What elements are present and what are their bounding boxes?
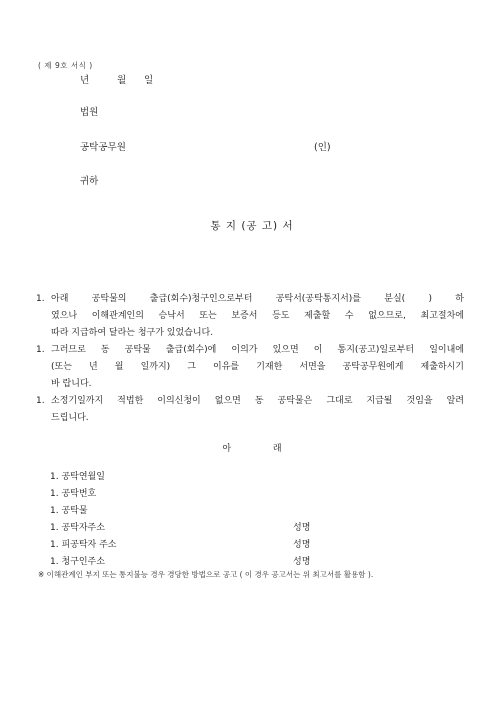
item-line: (또는 년 월 일까지) 그 이유를 기재한 서면을 공탁공무원에게 제출하시기 <box>51 362 464 372</box>
item-line: 아래 공탁물의 출급(회수)청구인으로부터 공탁서(공탁통지서)를 분실( ) 하 <box>51 294 464 304</box>
detail-number: 1. <box>50 489 59 499</box>
detail-sign: 성명 <box>293 523 311 533</box>
notice-heading <box>0 441 504 454</box>
item-line: 소정기일까지 적법한 이의신청이 없으면 동 공탁물은 그대로 지급될 것임을 알려 <box>51 396 464 406</box>
detail-row <box>50 503 330 520</box>
detail-label: 청구인주소 <box>61 557 105 567</box>
detail-row <box>50 537 330 554</box>
item-line: 따라 지급하여 달라는 청구가 있었습니다. <box>51 328 214 338</box>
detail-number: 1. <box>50 506 59 516</box>
details-list <box>50 469 330 571</box>
detail-row <box>50 520 330 537</box>
detail-row <box>50 469 330 486</box>
notice-item <box>36 342 464 393</box>
detail-number: 1. <box>50 472 59 482</box>
footnote: ※ 이해관계인 부지 또는 통지불능 경우 경당한 방법으로 공고 ( 이 경우 공고서는 위 최고서를 활용함 ). <box>38 570 374 579</box>
item-number: 1. <box>36 396 45 406</box>
detail-label: 피공탁자 주소 <box>61 540 117 550</box>
court-label: 법원 <box>80 107 99 118</box>
date-month: 월 <box>117 75 127 86</box>
detail-sign: 성명 <box>293 557 311 567</box>
item-line: 바 랍니다. <box>51 379 92 389</box>
detail-label: 공탁물 <box>61 506 88 516</box>
notice-body <box>36 291 464 427</box>
notice-item <box>36 393 464 427</box>
item-line: 였으나 이해관계인의 승낙서 또는 보증서 등도 제출할 수 없으므로, 최고절차에 <box>51 311 464 321</box>
notice-heading-a: 아 <box>222 444 232 454</box>
item-line: 그러므로 동 공탁물 출급(회수)에 이의가 있으면 이 통지(공고)일로부터 일이내에 <box>51 345 464 355</box>
notice-heading-b: 래 <box>272 444 282 454</box>
date-day: 일 <box>144 75 154 86</box>
date-year: 년 <box>80 75 90 86</box>
notice-item <box>36 291 464 342</box>
detail-label: 공탁자주소 <box>61 523 105 533</box>
item-number: 1. <box>36 345 45 355</box>
detail-number: 1. <box>50 523 59 533</box>
document-title: 통 지 (공 고) 서 <box>210 220 294 232</box>
item-line: 드립니다. <box>51 413 89 423</box>
detail-number: 1. <box>50 557 59 567</box>
officer-label: 공탁공무원 <box>80 142 126 153</box>
seal-mark: (인) <box>314 142 331 153</box>
detail-number: 1. <box>50 540 59 550</box>
detail-label: 공탁번호 <box>61 489 97 499</box>
form-number: ( 제 9호 서식 ) <box>38 61 93 70</box>
detail-sign: 성명 <box>293 540 311 550</box>
addressee-label: 귀하 <box>80 176 99 187</box>
detail-row <box>50 486 330 503</box>
item-number: 1. <box>36 294 45 304</box>
detail-label: 공탁연월일 <box>61 472 105 482</box>
